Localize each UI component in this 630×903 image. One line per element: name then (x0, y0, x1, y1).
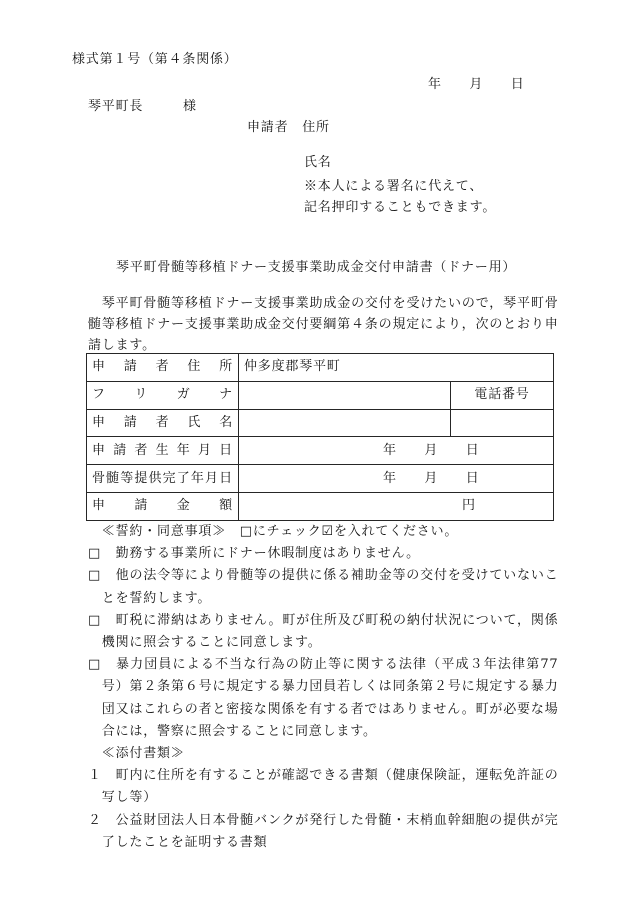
row-amount (87, 492, 554, 520)
row-completion-date (87, 465, 554, 493)
amount-unit: 円 (239, 492, 554, 520)
pledge-item-text: 暴力団員による不当な行為の防止等に関する法律（平成３年法律第77号）第２条第６号に規定する暴力団員若しくは同条第２号に規定する暴力団又はこれらの者と密接な関係を有する者ではありません。町が必要な場合には，警察に照会することに同意します。 (101, 657, 559, 739)
furigana-label-cell (87, 381, 239, 409)
attachment-item-text: 公益財団法人日本骨髄バンクが発行した骨髄・末梢血幹細胞の提供が完了したことを証明する書類 (101, 812, 559, 850)
furigana-value (239, 381, 451, 409)
application-date: 年 月 日 (428, 77, 525, 92)
attachments-heading: ≪添付書類≫ (101, 746, 185, 762)
applicant-address-label: 申請者 住所 (247, 120, 330, 135)
form-title: 琴平町骨髄等移植ドナー支援事業助成金交付申請書（ドナー用） (116, 260, 517, 275)
completion-date-label: 骨 髄 等 提 供 完 了 年 月 日 (92, 470, 233, 486)
pledge-item-text: 町税に滞納はありません。町が住所及び町税の納付状況について，関係機関に照会することに同意します。 (101, 612, 559, 651)
completion-date-label-cell (87, 465, 239, 493)
pledge-heading: ≪誓約・同意事項≫ (101, 524, 226, 539)
checkbox-icon: □ (88, 612, 101, 628)
phone-label: 電話番号 (451, 381, 554, 409)
pledge-heading-line (88, 521, 559, 543)
attachment-number: １ (88, 768, 102, 784)
birthdate-label: 申 請 者 生 年 月 日 (92, 442, 233, 458)
attachments-heading-line (88, 743, 559, 765)
pledge-item (88, 543, 559, 565)
attachment-item (88, 765, 559, 809)
birthdate-value: 年 月 日 (239, 437, 554, 465)
pledge-item-text: 勤務する事業所にドナー休暇制度はありません。 (115, 546, 420, 562)
name-value (239, 409, 451, 437)
pledge-item (88, 565, 559, 609)
addressee-name: 琴平町長 (88, 99, 144, 114)
checkbox-icon: □ (88, 657, 101, 673)
signature-note: ※本人による署名に代えて、 記名押印することもできます。 (304, 178, 497, 215)
application-table (86, 353, 554, 521)
checkbox-icon: □ (88, 546, 101, 562)
applicant-name-label: 氏名 (304, 155, 332, 170)
attachment-item-text: 町内に住所を有することが確認できる書類（健康保険証，運転免許証の写し等） (101, 768, 559, 806)
attachment-item (88, 810, 559, 854)
row-furigana (87, 381, 554, 409)
checkbox-icon: □ (88, 568, 101, 584)
notes-section (88, 521, 559, 854)
name-label-cell (87, 409, 239, 437)
phone-value (451, 409, 554, 437)
completion-date-value: 年 月 日 (239, 465, 554, 493)
addressee-honorific: 様 (183, 99, 197, 114)
amount-label-cell (87, 492, 239, 520)
row-address (87, 354, 554, 382)
form-number: 様式第１号（第４条関係） (72, 52, 238, 67)
row-name (87, 409, 554, 437)
row-birthdate (87, 437, 554, 465)
furigana-label: フ リ ガ ナ (92, 387, 233, 403)
pledge-item (88, 654, 559, 743)
address-label-cell (87, 354, 239, 382)
name-label: 申 請 者 氏 名 (92, 414, 233, 430)
pledge-instruction: □にチェック☑を入れてください。 (239, 524, 459, 539)
intro-paragraph: 琴平町骨髄等移植ドナー支援事業助成金の交付を受けたいので，琴平町骨髄等移植ドナー支援事業助成金交付要綱第４条の規定により，次のとおり申請します。 (88, 295, 559, 353)
address-label: 申 請 者 住 所 (92, 359, 233, 375)
address-value: 仲多度郡琴平町 (239, 354, 554, 382)
pledge-item-text: 他の法令等により骨髄等の提供に係る補助金等の交付を受けていないことを誓約します。 (101, 568, 559, 606)
attachment-number: ２ (88, 812, 102, 828)
amount-label: 申 請 金 額 (92, 498, 233, 514)
birthdate-label-cell (87, 437, 239, 465)
pledge-item (88, 610, 559, 654)
